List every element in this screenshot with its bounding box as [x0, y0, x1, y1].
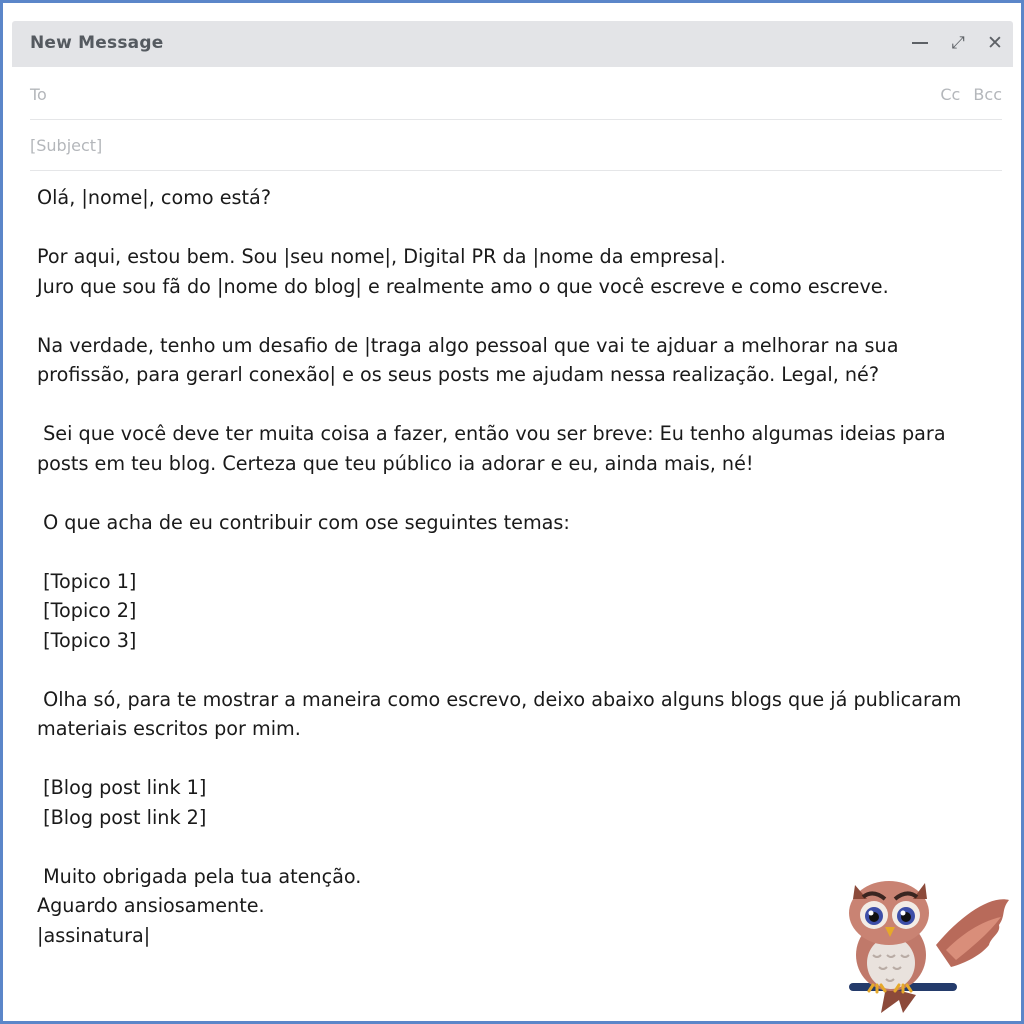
message-line [37, 390, 997, 420]
message-line: [Blog post link 1] [37, 776, 207, 799]
message-line: [Blog post link 2] [37, 805, 207, 829]
message-line: [Topico 1] [37, 569, 137, 593]
message-line: |assinatura| [37, 923, 151, 947]
minimize-icon[interactable] [906, 29, 934, 57]
owl-illustration [841, 875, 1011, 1015]
message-line: Juro que sou fã do |nome do blog| e realmente amo o que você escreve e como escreve. [37, 274, 889, 298]
window-title: New Message [30, 33, 164, 53]
expand-icon[interactable]: ⤢ [951, 33, 965, 53]
cc-bcc-links [932, 85, 1002, 104]
message-line: Olá, |nome|, como está? [37, 186, 271, 209]
message-line [37, 537, 997, 567]
message-line [37, 301, 997, 331]
to-label: To [30, 85, 47, 104]
bcc-button[interactable]: Bcc [973, 85, 1002, 104]
window-titlebar [12, 21, 1013, 67]
message-line: posts em teu blog. Certeza que teu público ia adorar e eu, ainda mais, né! [37, 451, 754, 475]
to-field[interactable] [30, 69, 1002, 120]
message-line [37, 832, 997, 862]
subject-placeholder: [Subject] [30, 136, 103, 155]
message-line: Na verdade, tenho um desafio de |traga algo pessoal que vai te ajduar a melhorar na sua [37, 333, 899, 357]
message-line: Sei que você deve ter muita coisa a fazer, então vou ser breve: Eu tenho algumas ideias para [37, 422, 946, 445]
cc-button[interactable]: Cc [940, 85, 961, 104]
message-line: [Topico 2] [37, 599, 137, 622]
message-body[interactable] [37, 183, 997, 950]
message-line: [Topico 3] [37, 628, 137, 652]
message-line: Por aqui, estou bem. Sou |seu nome|, Digital PR da |nome da empresa|. [37, 245, 726, 268]
close-icon[interactable]: ✕ [987, 32, 1003, 54]
message-line [37, 655, 997, 685]
message-line: Olha só, para te mostrar a maneira como escrevo, deixo abaixo alguns blogs que já publicaram [37, 687, 962, 711]
message-line: O que acha de eu contribuir com ose seguintes temas: [37, 510, 570, 534]
message-line [37, 478, 997, 508]
subject-field[interactable] [30, 120, 1002, 171]
message-line [37, 213, 997, 243]
message-line: materiais escritos por mim. [37, 717, 301, 740]
message-line: Aguardo ansiosamente. [37, 894, 265, 917]
message-line: Muito obrigada pela tua atenção. [37, 864, 362, 888]
message-line: profissão, para gerarl conexão| e os seus posts me ajudam nessa realização. Legal, né? [37, 363, 880, 386]
message-line [37, 744, 997, 774]
